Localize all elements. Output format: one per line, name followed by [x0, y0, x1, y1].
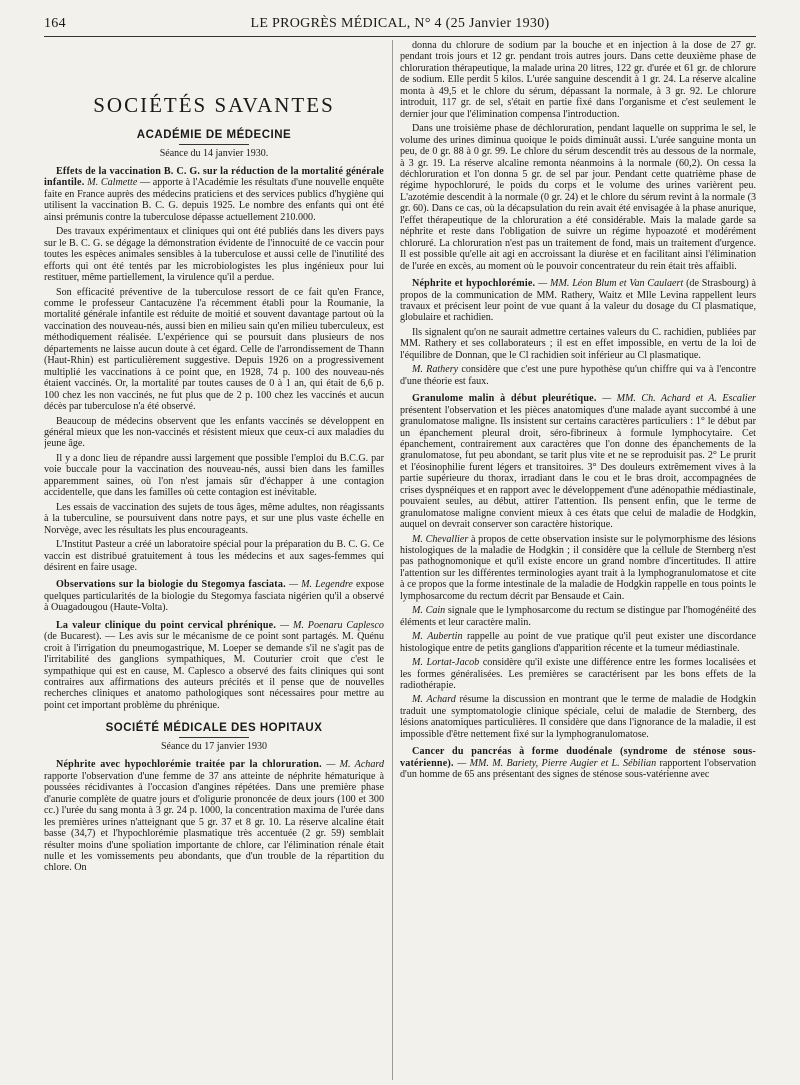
article-text: expose quelques particularités de la biologie du Stegomya fasciata nigérien qu'il a observé à Ouagadougou (Haute-Volta).	[44, 579, 384, 614]
column-divider	[392, 40, 393, 1080]
page-header	[44, 14, 756, 37]
article-text: à propos de cette observation insiste sur le polymorphisme des lésions histologiques de la maladie de Hodgkin ; il considère que la cellule de Sternberg n'est pas pathognomonique et qu'il existe encore un grand nombre d'incertitudes. Il attire l'attention sur les différentes terminologies ayant trait à la lymphogranulomatose et cite à ce propos que la forme intestinale de la maladie de Hodgkin rappelle en tous points le lymphosarcome du rectum décrit par Bensaude et Cain.	[400, 533, 756, 602]
article-paragraph	[400, 534, 756, 603]
hopitaux-title: SOCIÉTÉ MÉDICALE DES HOPITAUX	[105, 722, 323, 735]
article-paragraph	[400, 657, 756, 691]
article-text: (de Bucarest). — Les avis sur le mécanisme de ce point sont partagés. M. Quénu croit à l'irrigation du pneumogastrique, M. Loeper se demande s'il ne s'agit pas de l'irritabilité des ganglions sympathiques, M. Couturier croit que c'est le sympathique qui est en cause, M. Caplesco a observé des faits cliniques qui sont contraires aux affirmations des auteurs précités et il pense que de nouvelles recherches cliniques et anatomo pathologiques sont nécessaires pour mettre au point cet important problème du phrénique.	[44, 631, 384, 711]
right-column	[400, 40, 756, 1080]
article-author: M. Lortat-Jacob	[412, 657, 483, 669]
article-paragraph	[400, 278, 756, 324]
article-author: — MM. Léon Blum et Van Caulaert	[538, 278, 687, 290]
journal-title: LE PROGRÈS MÉDICAL, N° 4 (25 Janvier 1930)	[250, 16, 550, 31]
article-paragraph	[400, 327, 756, 361]
academie-date: Séance du 14 janvier 1930.	[159, 148, 269, 159]
title-rule	[179, 737, 249, 738]
article-paragraph	[44, 620, 384, 712]
article-text: Ils signalent qu'on ne saurait admettre certaines valeurs du C. rachidien, publiées par MM. Rathery et ses collaborateurs ; il est en effet impossible, en vertu de la loi de l'équilibre de Donnan, que le Cl rachidien soit inférieur au Cl plasmatique.	[400, 326, 756, 361]
article-text: rappelle au point de vue pratique qu'il peut exister une discordance histologique entre de petits ganglions d'apparition récente et la tumeur médiastinale.	[400, 631, 756, 654]
article-author: — M. Achard	[326, 759, 384, 771]
article-author: M. Achard	[412, 694, 460, 706]
article-paragraph	[400, 605, 756, 628]
article-author: M. Chevallier	[412, 533, 471, 545]
article-text: Beaucoup de médecins observent que les enfants vaccinés se développent en général mieux que les non-vaccinés et résistent mieux que ceux-ci aux maladies du jeune âge.	[44, 415, 384, 450]
article-author: — MM. M. Bariety, Pierre Augier et L. Sébilian	[457, 757, 660, 769]
article-paragraph	[44, 539, 384, 573]
article-text: L'Institut Pasteur a créé un laboratoire spécial pour la préparation du B. C. G. Ce vaccin est distribué gratuitement à tous les médecins et aux sages-femmes qui désirent en faire usage.	[44, 539, 384, 573]
article-paragraph	[400, 631, 756, 654]
left-column	[44, 40, 384, 1080]
article-paragraph	[44, 287, 384, 413]
article-paragraph	[400, 746, 756, 780]
article-heading: Observations sur la biologie du Stegomya fasciata.	[56, 579, 290, 591]
article-text: rapporte l'observation d'une femme de 37 ans atteinte de néphrite hématurique à poussées récidivantes à l'occasion d'angines répétées. Dans une première phase d'anurie complète de quatre jours et d'oligurie prononcée de deux jours (100 et 300 cc.) l'urée du sang monta à 3 gr. 24 p. 1000, la concentration maxima de l'urée dans les premières urines n'atteignant que 5 gr. 37 et 8 gr. 10. La réserve alcaline était basse (34,7) et l'hypochlorémie plasmatique très accentuée (2 gr. 59) semblait résulter moins d'une spoliation importante de chlore, car l'élimination rénale était nulle et les vomissements peu abondants, que d'un trouble de la répartition du chlore. On	[44, 770, 384, 874]
article-text: Dans une troisième phase de déchloruration, pendant laquelle on supprima le sel, le volume des urines diminua quoique le poids diminuât aussi. L'urée sanguine monta un peu, de 0 gr. 88 à 0 gr. 99. Le chlore du sérum descendit très au dessous de la normale, à 3 gr. 19. La réserve alcaline remonta néanmoins à la normale (60,2). On cessa la déchloruration et l'on donna 5 gr. de sel par jour. Pendant cette quatrième phase de régime hypochloruré, le poids du corps et le volume des urines varièrent peu. L'azotémie descendit à la normale (0 gr. 24) et le chlore du sérum revint à la normale (3 gr. 60). Dans ce cas, où la décapsulation du rein avait été envisagée à la phase anurique, l'effet thérapeutique de la chloruration a été considérable. Mais la malade garde sa néphrite et reste dans l'obligation de suivre un régime hypoazoté et modérément chloruré. La chloruration n'est pas un traitement de fond, mais un traitement d'urgence. Il est possible qu'elle ait agi en accroissant la diurèse et en facilitant ainsi l'élimination de l'urée en excès, au moment où le pouvoir concentrateur du rein était très affaibli.	[400, 123, 756, 272]
academie-articles	[44, 166, 384, 711]
article-paragraph	[44, 502, 384, 536]
article-author: — M. Legendre	[289, 579, 356, 591]
hopitaux-date: Séance du 17 janvier 1930	[160, 741, 268, 753]
article-author: — MM. Ch. Achard et A. Escalier	[602, 393, 756, 405]
article-paragraph	[400, 40, 756, 120]
academie-title: ACADÉMIE DE MÉDECINE	[136, 129, 292, 141]
title-rule	[179, 144, 249, 145]
page-number: 164	[44, 16, 66, 31]
article-text: présentent l'observation et les pièces anatomiques d'une malade ayant succombé à une granulomatose maligne. Ils insistent sur certains caractères particuliers : 1° le début par un épanchement pleural droit, séro-fibrineux à formule lymphocytaire. Cet épanchement, contrairement aux caractères que l'on donne des épanchements de la granulomatose, fut peu abondant, se tarit plus vite et ne se reproduisit pas. 2° Le prurit et l'éosinophilie furent légers et transitoires. 3° Des douleurs extrêmement vives à la partie supérieure du thorax, irradiant dans le cou et le bras droit, accompagnées de crises dyspnéiques et en rapport avec le développement d'une adénopathie médiastinale, pouvaient seules, au début, attirer l'attention. Ils pensent enfin, que le terme de granulomatose maligne convient mieux à ces états que celui de maladie de Hodgkin, auquel on devrait conserver son caractère historique.	[400, 404, 756, 531]
article-paragraph	[400, 123, 756, 272]
article-text: résume la discussion en montrant que le terme de maladie de Hodgkin traduit une symptomatologie clinique spéciale, celui de maladie de Sternberg, des lésions anatomiques particulières. Il considère que dans l'ignorance de la maladie, il est impossible d'être nettement fixé sur la lymphogranulomatose.	[400, 694, 756, 740]
article-paragraph	[44, 166, 384, 223]
article-author: M. Rathery	[412, 364, 462, 376]
article-heading: Cancer du pancréas à forme duodénale (syndrome de sténose sous-vatérienne).	[400, 746, 756, 769]
article-text: considère qu'il existe une différence entre les formes localisées et les formes généralisées. Les premières se caractérisent par les bons effets de la radiothérapie.	[400, 657, 756, 692]
section-title: SOCIÉTÉS SAVANTES	[93, 93, 335, 117]
article-text: rapportent l'observation d'un homme de 65 ans présentant des signes de sténose sous-vatérienne avec	[400, 757, 756, 781]
article-text: considère que c'est une pure hypothèse qu'un chiffre qui va à l'encontre d'une théorie est faux.	[400, 364, 756, 387]
article-paragraph	[44, 579, 384, 613]
article-text: donna du chlorure de sodium par la bouche et en injection à la dose de 27 gr. pendant trois jours et 12 gr. pendant trois autres jours. Dans cette deuxième phase de chloruration thérapeutique, la malade urina 20 litres, 122 gr. d'urée et 61 gr. de chlorure de sodium. Elle perdit 5 kilos. L'urée sanguine descendit à 1 gr. 24. La réserve alcaline monta à 49,5 et le chlore du sérum, dépassant la normale, à 3 gr. 92. Le chlorure introduit, 117 gr. de sel, s'était en partie fixé dans l'organisme et c'est seulement le dernier jour que l'élimination compensa l'introduction.	[400, 40, 756, 120]
article-paragraph	[44, 759, 384, 874]
article-heading: Effets de la vaccination B. C. G. sur la réduction de la mortalité générale infantile.	[44, 166, 384, 189]
article-paragraph	[400, 393, 756, 530]
article-heading: Néphrite avec hypochlorémie traitée par la chloruration.	[56, 759, 327, 771]
article-text: Des travaux expérimentaux et cliniques qui ont été publiés dans les divers pays sur le B. C. G. se dégage la démonstration évidente de l'innocuité de ce vaccin pour toutes les espèces animales sensibles à la tuberculose et aussi celle de l'inutilité des efforts qui ont été tentés par les microbiologistes les plus ingénieux pour lui restituer, même partiellement, la virulence qu'il a perdue.	[44, 226, 384, 284]
article-paragraph	[44, 416, 384, 450]
right-articles	[400, 40, 756, 781]
article-text: signale que le lymphosarcome du rectum se distingue par l'homogénéité des éléments et leur caractère malin.	[400, 605, 756, 628]
article-author: M. Aubertin	[412, 631, 467, 643]
article-text: Il y a donc lieu de répandre aussi largement que possible l'emploi du B.C.G. par voie buccale pour la vaccination des nouveau-nés, aussi bien dans les familles apparemment saines, où l'on n'est jamais sûr d'échapper à une contagion accidentelle, que dans les familles où cette contagion est inévitable.	[44, 452, 384, 499]
article-paragraph	[44, 453, 384, 499]
article-text: (de Strasbourg) à propos de la communication de MM. Rathery, Waitz et Mlle Levina rappellent leurs travaux et précisent leur point de vue quant à la valeur du dosage du Cl plasmatique, globulaire et rachidien.	[400, 278, 756, 324]
article-text: Les essais de vaccination des sujets de tous âges, même adultes, non réagissants à la tuberculine, se poursuivent dans notre pays, et sur une plus vaste échelle en Norvège, avec les résultats les plus encourageants.	[44, 501, 384, 536]
article-heading: Granulome malin à début pleurétique.	[412, 393, 603, 405]
article-author: M. Cain	[412, 605, 448, 617]
article-paragraph	[400, 364, 756, 387]
article-text: — apporte à l'Académie les résultats d'une nouvelle enquête faite en France auprès des médecins praticiens et des services publics d'hygiène qui utilisent la vaccination B. C. G. depuis 1925. Le nombre des enfants qui ont été ainsi prémunis contre la tuberculose dépasse actuellement 210.000.	[44, 177, 384, 223]
article-author: M. Calmette	[87, 177, 140, 189]
article-author: — M. Poenaru Caplesco	[280, 619, 384, 631]
article-text: Son efficacité préventive de la tuberculose ressort de ce fait qu'en France, comme le professeur Cantacuzène l'a récemment établi pour la Roumanie, la mortalité générale infantile est réduite de moitié et souvent davantage partout où la vaccination des nouveau-nés, aussi bien en milieu sain qu'en milieu tuberculeux, est méthodiquement réalisée. L'expérience qui se poursuit dans plusieurs de nos départements ne laisse aucun doute à cet égard. Celle de l'arrondissement de Thann (Haut-Rhin) est particulièrement suggestive. Depuis 1926 on a progressivement multiplié les vaccinations à ce point que, en 1928, 74 p. 100 des nouveau-nés étaient vaccinés. Or, la mortalité par toutes causes de 0 à 1 an, qui était de 6,6 p. 100 chez les non vaccinés, ne fut plus que de 2 p. 100 chez les vaccinés et aucun décès par tuberculose n'a été observé.	[44, 286, 384, 413]
article-paragraph	[44, 226, 384, 283]
hopitaux-articles	[44, 759, 384, 874]
article-paragraph	[400, 694, 756, 740]
article-heading: Néphrite et hypochlorémie.	[412, 278, 539, 290]
article-heading: La valeur clinique du point cervical phrénique.	[56, 619, 281, 631]
